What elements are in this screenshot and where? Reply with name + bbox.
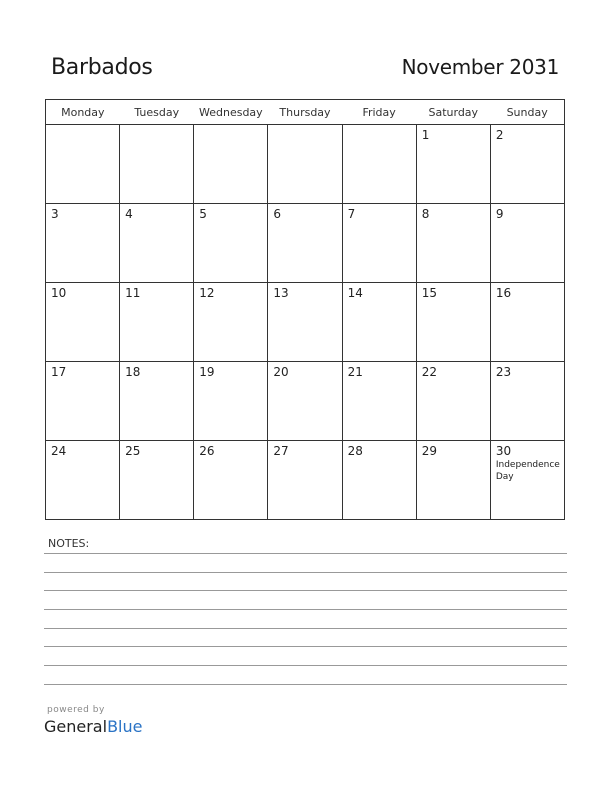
weekday-header: Friday xyxy=(342,100,416,125)
day-cell xyxy=(416,125,490,204)
day-number: 28 xyxy=(347,444,363,458)
day-cell xyxy=(194,125,268,204)
note-line xyxy=(44,609,567,610)
day-number: 11 xyxy=(125,286,141,300)
day-cell xyxy=(120,204,194,283)
day-number: 16 xyxy=(495,286,512,300)
day-number: 2 xyxy=(495,128,504,142)
day-number: 8 xyxy=(421,207,430,221)
note-line xyxy=(44,684,567,685)
day-number: 9 xyxy=(495,207,504,221)
weekday-header: Tuesday xyxy=(120,100,194,125)
day-number: 20 xyxy=(273,365,289,379)
day-number: 27 xyxy=(273,444,289,458)
notes-label: NOTES: xyxy=(48,537,90,550)
day-number: 10 xyxy=(51,286,67,300)
day-number: 30 xyxy=(495,444,512,458)
note-line xyxy=(44,628,567,629)
brand-blue: Blue xyxy=(107,717,143,736)
week-row xyxy=(46,283,565,362)
country-title: Barbados xyxy=(51,55,153,80)
note-line xyxy=(44,665,567,666)
holiday-label: Independence Day xyxy=(495,460,560,482)
day-cell xyxy=(194,362,268,441)
day-number: 15 xyxy=(421,286,437,300)
day-cell xyxy=(46,283,120,362)
day-cell xyxy=(268,441,342,520)
weekday-header: Thursday xyxy=(268,100,342,125)
generalblue-logo[interactable] xyxy=(44,717,142,736)
week-row xyxy=(46,204,565,283)
calendar-grid xyxy=(45,99,565,520)
month-year-title: November 2031 xyxy=(401,55,559,79)
day-cell xyxy=(194,283,268,362)
day-cell xyxy=(120,283,194,362)
day-cell xyxy=(342,204,416,283)
day-cell xyxy=(46,204,120,283)
weekday-header: Wednesday xyxy=(194,100,268,125)
brand-general: General xyxy=(44,717,108,736)
day-cell xyxy=(268,283,342,362)
day-cell xyxy=(342,283,416,362)
day-number: 19 xyxy=(199,365,215,379)
day-number: 23 xyxy=(495,365,512,379)
day-number: 13 xyxy=(273,286,289,300)
day-number: 7 xyxy=(347,207,356,221)
powered-by-text: powered by xyxy=(47,705,105,715)
day-cell xyxy=(416,441,490,520)
day-cell xyxy=(268,204,342,283)
day-number: 17 xyxy=(51,365,67,379)
note-line xyxy=(44,646,567,647)
day-cell xyxy=(416,204,490,283)
day-cell xyxy=(268,125,342,204)
day-number: 14 xyxy=(347,286,363,300)
day-cell xyxy=(342,362,416,441)
day-number: 3 xyxy=(51,207,59,221)
day-cell xyxy=(120,362,194,441)
day-cell xyxy=(120,441,194,520)
day-cell xyxy=(342,441,416,520)
day-cell xyxy=(490,362,564,441)
day-cell xyxy=(490,283,564,362)
note-line xyxy=(44,590,567,591)
day-number: 22 xyxy=(421,365,437,379)
day-number: 29 xyxy=(421,444,437,458)
day-number: 6 xyxy=(273,207,282,221)
weekday-header: Monday xyxy=(46,100,120,125)
day-number: 26 xyxy=(199,444,215,458)
day-number: 18 xyxy=(125,365,141,379)
day-number: 1 xyxy=(421,128,430,142)
week-row xyxy=(46,441,565,520)
day-number: 5 xyxy=(199,207,207,221)
day-number: 12 xyxy=(199,286,215,300)
weekday-header: Saturday xyxy=(416,100,490,125)
day-cell xyxy=(490,441,564,520)
weekday-header-row xyxy=(46,100,565,125)
day-cell xyxy=(46,441,120,520)
day-cell xyxy=(46,125,120,204)
day-cell xyxy=(416,362,490,441)
day-cell xyxy=(194,204,268,283)
day-cell xyxy=(120,125,194,204)
day-cell xyxy=(490,204,564,283)
day-number: 4 xyxy=(125,207,133,221)
week-row xyxy=(46,125,565,204)
day-number: 21 xyxy=(347,365,363,379)
note-line xyxy=(44,553,567,554)
day-cell xyxy=(194,441,268,520)
day-cell xyxy=(416,283,490,362)
day-cell xyxy=(490,125,564,204)
note-line xyxy=(44,572,567,573)
day-cell xyxy=(342,125,416,204)
day-number: 24 xyxy=(51,444,67,458)
week-row xyxy=(46,362,565,441)
day-number: 25 xyxy=(125,444,141,458)
day-cell xyxy=(46,362,120,441)
weekday-header: Sunday xyxy=(490,100,564,125)
day-cell xyxy=(268,362,342,441)
